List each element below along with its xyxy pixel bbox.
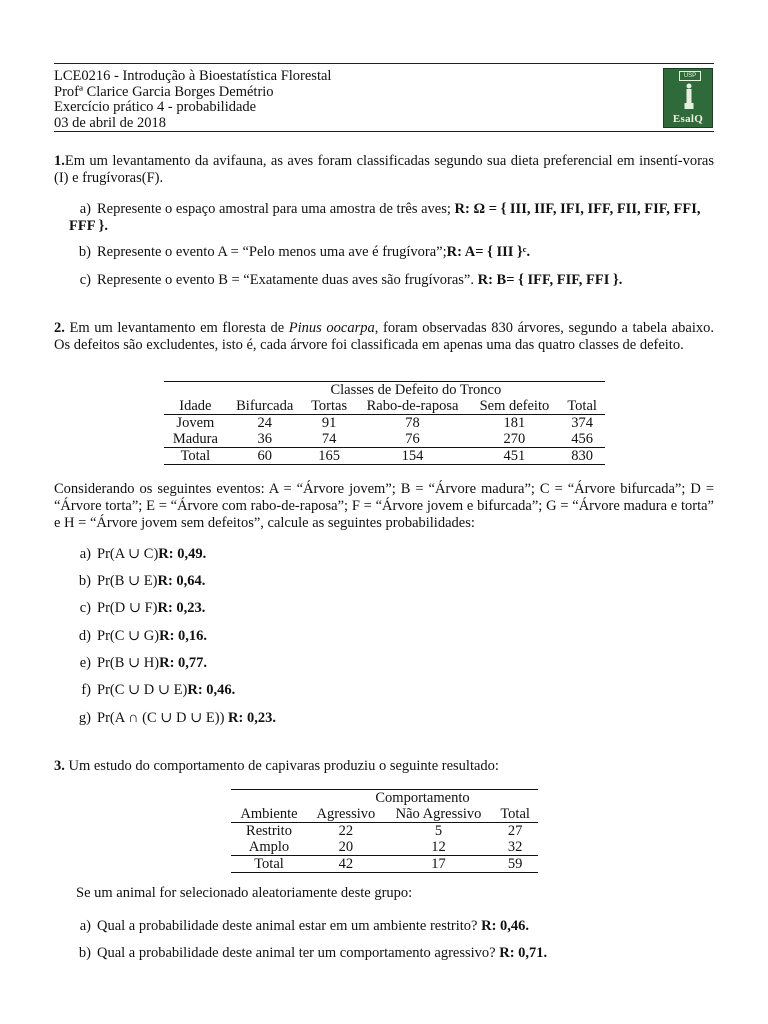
q2-species: Pinus oocarpa — [288, 320, 375, 336]
q2-statement — [54, 320, 714, 354]
table-cell: 456 — [571, 431, 593, 447]
q1-item-b-text: Represente o evento A = “Pelo menos uma ave é frugívora”; — [97, 244, 447, 260]
q2-text-before: Em um levantamento em floresta de — [64, 320, 289, 336]
q3-item-b — [69, 945, 714, 962]
q2-item-g — [69, 710, 714, 727]
table-row — [164, 415, 605, 432]
table-cell: Total — [254, 856, 284, 872]
table-cell: 24 — [257, 415, 272, 431]
table-cell: Madura — [172, 431, 218, 447]
q2-item-f-answer: R: 0,46. — [187, 682, 236, 698]
q1-text: Em um levantamento da avifauna, as aves foram classificadas segundo sua dieta preferencial em insentí-voras (I) e frugívoras(F). — [54, 153, 714, 186]
table-total-row — [231, 856, 538, 873]
q2-item-d-expr: Pr(C ∪ G) — [97, 628, 160, 644]
q3-item-b-text: Qual a probabilidade deste animal ter um comportamento agressivo? — [97, 945, 500, 961]
defect-table — [164, 381, 605, 465]
q1-item-c — [69, 272, 714, 289]
header-block — [54, 69, 331, 131]
table-cell: 830 — [571, 448, 593, 464]
exercise-title: Exercício prático 4 - probabilidade — [54, 99, 257, 115]
col-header: Não Agressivo — [395, 806, 482, 822]
q2-item-a — [69, 546, 714, 563]
q1-item-b — [69, 244, 714, 261]
q3-item-a-answer: R: 0,46. — [481, 918, 530, 934]
table-cell: 27 — [507, 823, 523, 839]
q3-item-a-label: a) — [79, 918, 91, 934]
table-row — [231, 839, 538, 856]
q1-item-a — [69, 201, 714, 235]
q1-number: 1. — [54, 153, 65, 169]
table-cell: Amplo — [248, 839, 290, 855]
col-header: Idade — [179, 398, 212, 414]
q2-item-b-label: b) — [78, 573, 91, 589]
q3-item-b-label: b) — [78, 945, 91, 961]
q3-intro: Se um animal for selecionado aleatoriamente deste grupo: — [76, 885, 413, 901]
esalq-logo — [663, 68, 713, 128]
q2-item-f — [69, 682, 714, 699]
q2-item-g-expr: Pr(A ∩ (C ∪ D ∪ E)) — [97, 710, 229, 726]
table-cell: 78 — [405, 415, 420, 431]
q3-text: Um estudo do comportamento de capivaras produziu o seguinte resultado: — [64, 758, 499, 774]
table-cell: 451 — [503, 448, 526, 464]
q2-item-c-answer: R: 0,23. — [157, 600, 206, 616]
q2-item-b-answer: R: 0,64. — [157, 573, 206, 589]
q1-statement — [54, 153, 714, 187]
table-cell: 17 — [431, 856, 446, 872]
table-cell: 36 — [257, 431, 272, 447]
q2-item-b-expr: Pr(B ∪ E) — [97, 573, 158, 589]
q1-item-a-label: a) — [79, 201, 91, 217]
col-header: Agressivo — [316, 806, 376, 822]
q2-item-c-label: c) — [79, 600, 91, 616]
table-cell: 59 — [507, 856, 523, 872]
col-header: Total — [567, 398, 597, 414]
col-header: Rabo-de-raposa — [366, 398, 459, 414]
table-cell: 374 — [571, 415, 593, 431]
table-cell: 60 — [257, 448, 272, 464]
table-cell: Restrito — [246, 823, 292, 839]
q2-text-after: , foram observadas 830 árvores, segundo a tabela abaixo. Os defeitos são excludentes, isto é, cada árvore foi classificada em apenas uma das quatro classes de defeito. — [54, 320, 715, 353]
q2-item-c — [69, 600, 714, 617]
q1-item-a-text: Represente o espaço amostral para uma amostra de três aves; — [97, 201, 455, 217]
q2-item-a-answer: R: 0,49. — [158, 546, 207, 562]
q2-item-a-expr: Pr(A ∪ C) — [97, 546, 159, 562]
q2-item-b — [69, 573, 714, 590]
table-total-row — [164, 448, 605, 465]
col-header: Ambiente — [240, 806, 298, 822]
professor-name: Profª Clarice Garcia Borges Demétrio — [54, 83, 274, 100]
behavior-table — [231, 789, 538, 873]
logo-esalq-text: EsalQ — [672, 113, 704, 125]
table-row — [231, 823, 538, 840]
table-cell: Jovem — [176, 415, 215, 431]
logo-usp-text: USP — [679, 71, 701, 81]
q2-item-e-label: e) — [79, 655, 91, 671]
q1-item-a-answer: R: Ω = { III, IIF, IFI, IFF, FII, FIF, FFI, FFF }. — [69, 201, 701, 234]
course-title: LCE0216 - Introdução à Bioestatística Florestal — [54, 68, 332, 84]
q3-item-a-text: Qual a probabilidade deste animal estar em um ambiente restrito? — [97, 918, 482, 934]
table-cell: 5 — [434, 823, 443, 839]
statue-icon — [683, 83, 695, 111]
col-header: Sem defeito — [479, 398, 550, 414]
table-cell: 74 — [321, 431, 337, 447]
table-cell: 154 — [401, 448, 424, 464]
q2-number: 2. — [54, 320, 65, 336]
q2-item-f-expr: Pr(C ∪ D ∪ E) — [97, 682, 188, 698]
col-header: Total — [500, 806, 530, 822]
table-cell: 22 — [338, 823, 354, 839]
q2-item-d — [69, 628, 714, 645]
behavior-table-group-header: Comportamento — [375, 790, 470, 806]
q1-item-c-text: Represente o evento B = “Exatamente duas aves são frugívoras”. — [97, 272, 478, 288]
q3-item-a — [69, 918, 714, 935]
q2-events-text: Considerando os seguintes eventos: A = “Árvore jovem”; B = “Árvore madura”; C = “Árvore bifurcada”; D = “Árvore torta”; E = “Árvore com rabo-de-raposa”; F = “Árvore jovem e bifurcada”; G = “Árvore madura e torta” e H = “Árvore jovem sem defeitos”, calcule as seguintes probabilidades: — [54, 481, 714, 531]
table-cell: 76 — [405, 431, 420, 447]
q1-item-b-label: b) — [78, 244, 91, 260]
table-cell: 12 — [431, 839, 446, 855]
q3-number: 3. — [54, 758, 65, 774]
table-cell: 32 — [507, 839, 523, 855]
q2-item-d-label: d) — [78, 628, 91, 644]
q2-item-d-answer: R: 0,16. — [159, 628, 208, 644]
table-cell: 181 — [503, 415, 526, 431]
q2-item-e — [69, 655, 714, 672]
table-cell: 20 — [338, 839, 354, 855]
col-header: Tortas — [311, 398, 348, 414]
q2-item-e-expr: Pr(B ∪ H) — [97, 655, 160, 671]
q2-item-g-answer: R: 0,23. — [228, 710, 276, 726]
header-top-rule — [54, 63, 714, 64]
table-cell: 165 — [318, 448, 340, 464]
q1-item-b-answer: R: A= { III }ᶜ. — [446, 244, 531, 260]
col-header: Bifurcada — [236, 398, 294, 414]
table-cell: Total — [180, 448, 211, 464]
defect-table-group-header: Classes de Defeito do Tronco — [330, 382, 502, 398]
table-cell: 270 — [503, 431, 526, 447]
q2-item-g-label: g) — [78, 710, 91, 726]
table-cell: 91 — [321, 415, 337, 431]
q2-item-e-answer: R: 0,77. — [159, 655, 208, 671]
table-cell: 42 — [338, 856, 354, 872]
q2-item-f-label: f) — [81, 682, 91, 698]
table-row — [164, 431, 605, 448]
q3-statement — [54, 758, 714, 775]
q1-item-c-label: c) — [79, 272, 91, 288]
header-bottom-rule — [54, 131, 714, 132]
q3-item-b-answer: R: 0,71. — [499, 945, 548, 961]
date: 03 de abril de 2018 — [54, 114, 166, 131]
q1-item-c-answer: R: B= { IFF, FIF, FFI }. — [477, 272, 623, 288]
q2-item-a-label: a) — [79, 546, 91, 562]
q2-item-c-expr: Pr(D ∪ F) — [97, 600, 158, 616]
